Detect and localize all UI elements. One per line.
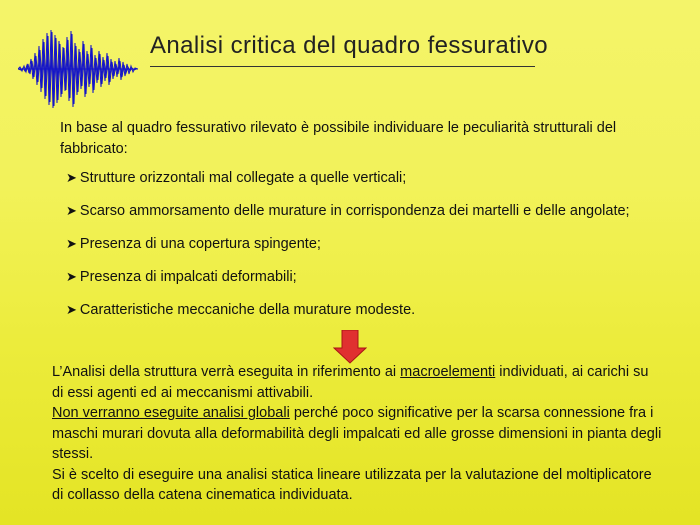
intro-paragraph: In base al quadro fessurativo rilevato è possibile individuare le peculiarità strutturali del fabbricato: [60,120,617,158]
bullet-arrow-icon: ➤ [66,170,77,185]
conclusion-paragraph [52,362,662,506]
conclusion-line-1 [52,362,662,403]
list-item [66,300,656,321]
list-item [66,234,656,255]
list-item-label: Presenza di una copertura spingente; [79,236,321,253]
list-item-label: Scarso ammorsamento delle murature in corrispondenza dei martelli e delle angolate; [79,203,630,220]
bullet-arrow-icon: ➤ [66,269,77,285]
list-item [66,267,656,288]
macroelementi-underlined: macroelementi [400,364,496,380]
conclusion-line-3: Si è scelto di eseguire una analisi statica lineare utilizzata per la valutazione del moltiplicatore di collasso della catena cinematica individuata. [52,466,652,504]
bullet-list [66,168,656,333]
conclusion-line-2 [52,403,662,465]
list-item-label: Strutture orizzontali mal collegate a quelle verticali; [79,170,407,186]
conclusion-line-2-b: perché poco significative per la scarsa connessione fra i maschi murari dovuta alla deformabilità degli impalcati ed alle grosse dimensioni in pianta degli stessi. [52,405,662,463]
title-block [150,32,549,67]
bullet-arrow-icon: ➤ [66,302,77,318]
conclusion-line-1-b: individuati, ai carichi su di essi agenti ed ai meccanismi attivabili. [52,364,649,401]
bullet-arrow-icon: ➤ [66,203,77,219]
analisi-globali-underlined: Non verranno eseguite analisi globali [52,405,290,422]
title-divider [150,66,535,67]
seismogram-icon [18,28,138,110]
list-item-label: Presenza di impalcati deformabili; [79,269,297,286]
page-title: Analisi critica del quadro fessurativo [150,32,549,59]
list-item-label: Caratteristiche meccaniche della murature modeste. [79,302,416,319]
list-item [66,201,656,222]
conclusion-line-1-a: L’Analisi della struttura verrà eseguita in riferimento ai [52,364,401,380]
list-item [66,168,656,189]
down-arrow-icon [333,330,367,364]
bullet-arrow-icon: ➤ [66,236,77,252]
